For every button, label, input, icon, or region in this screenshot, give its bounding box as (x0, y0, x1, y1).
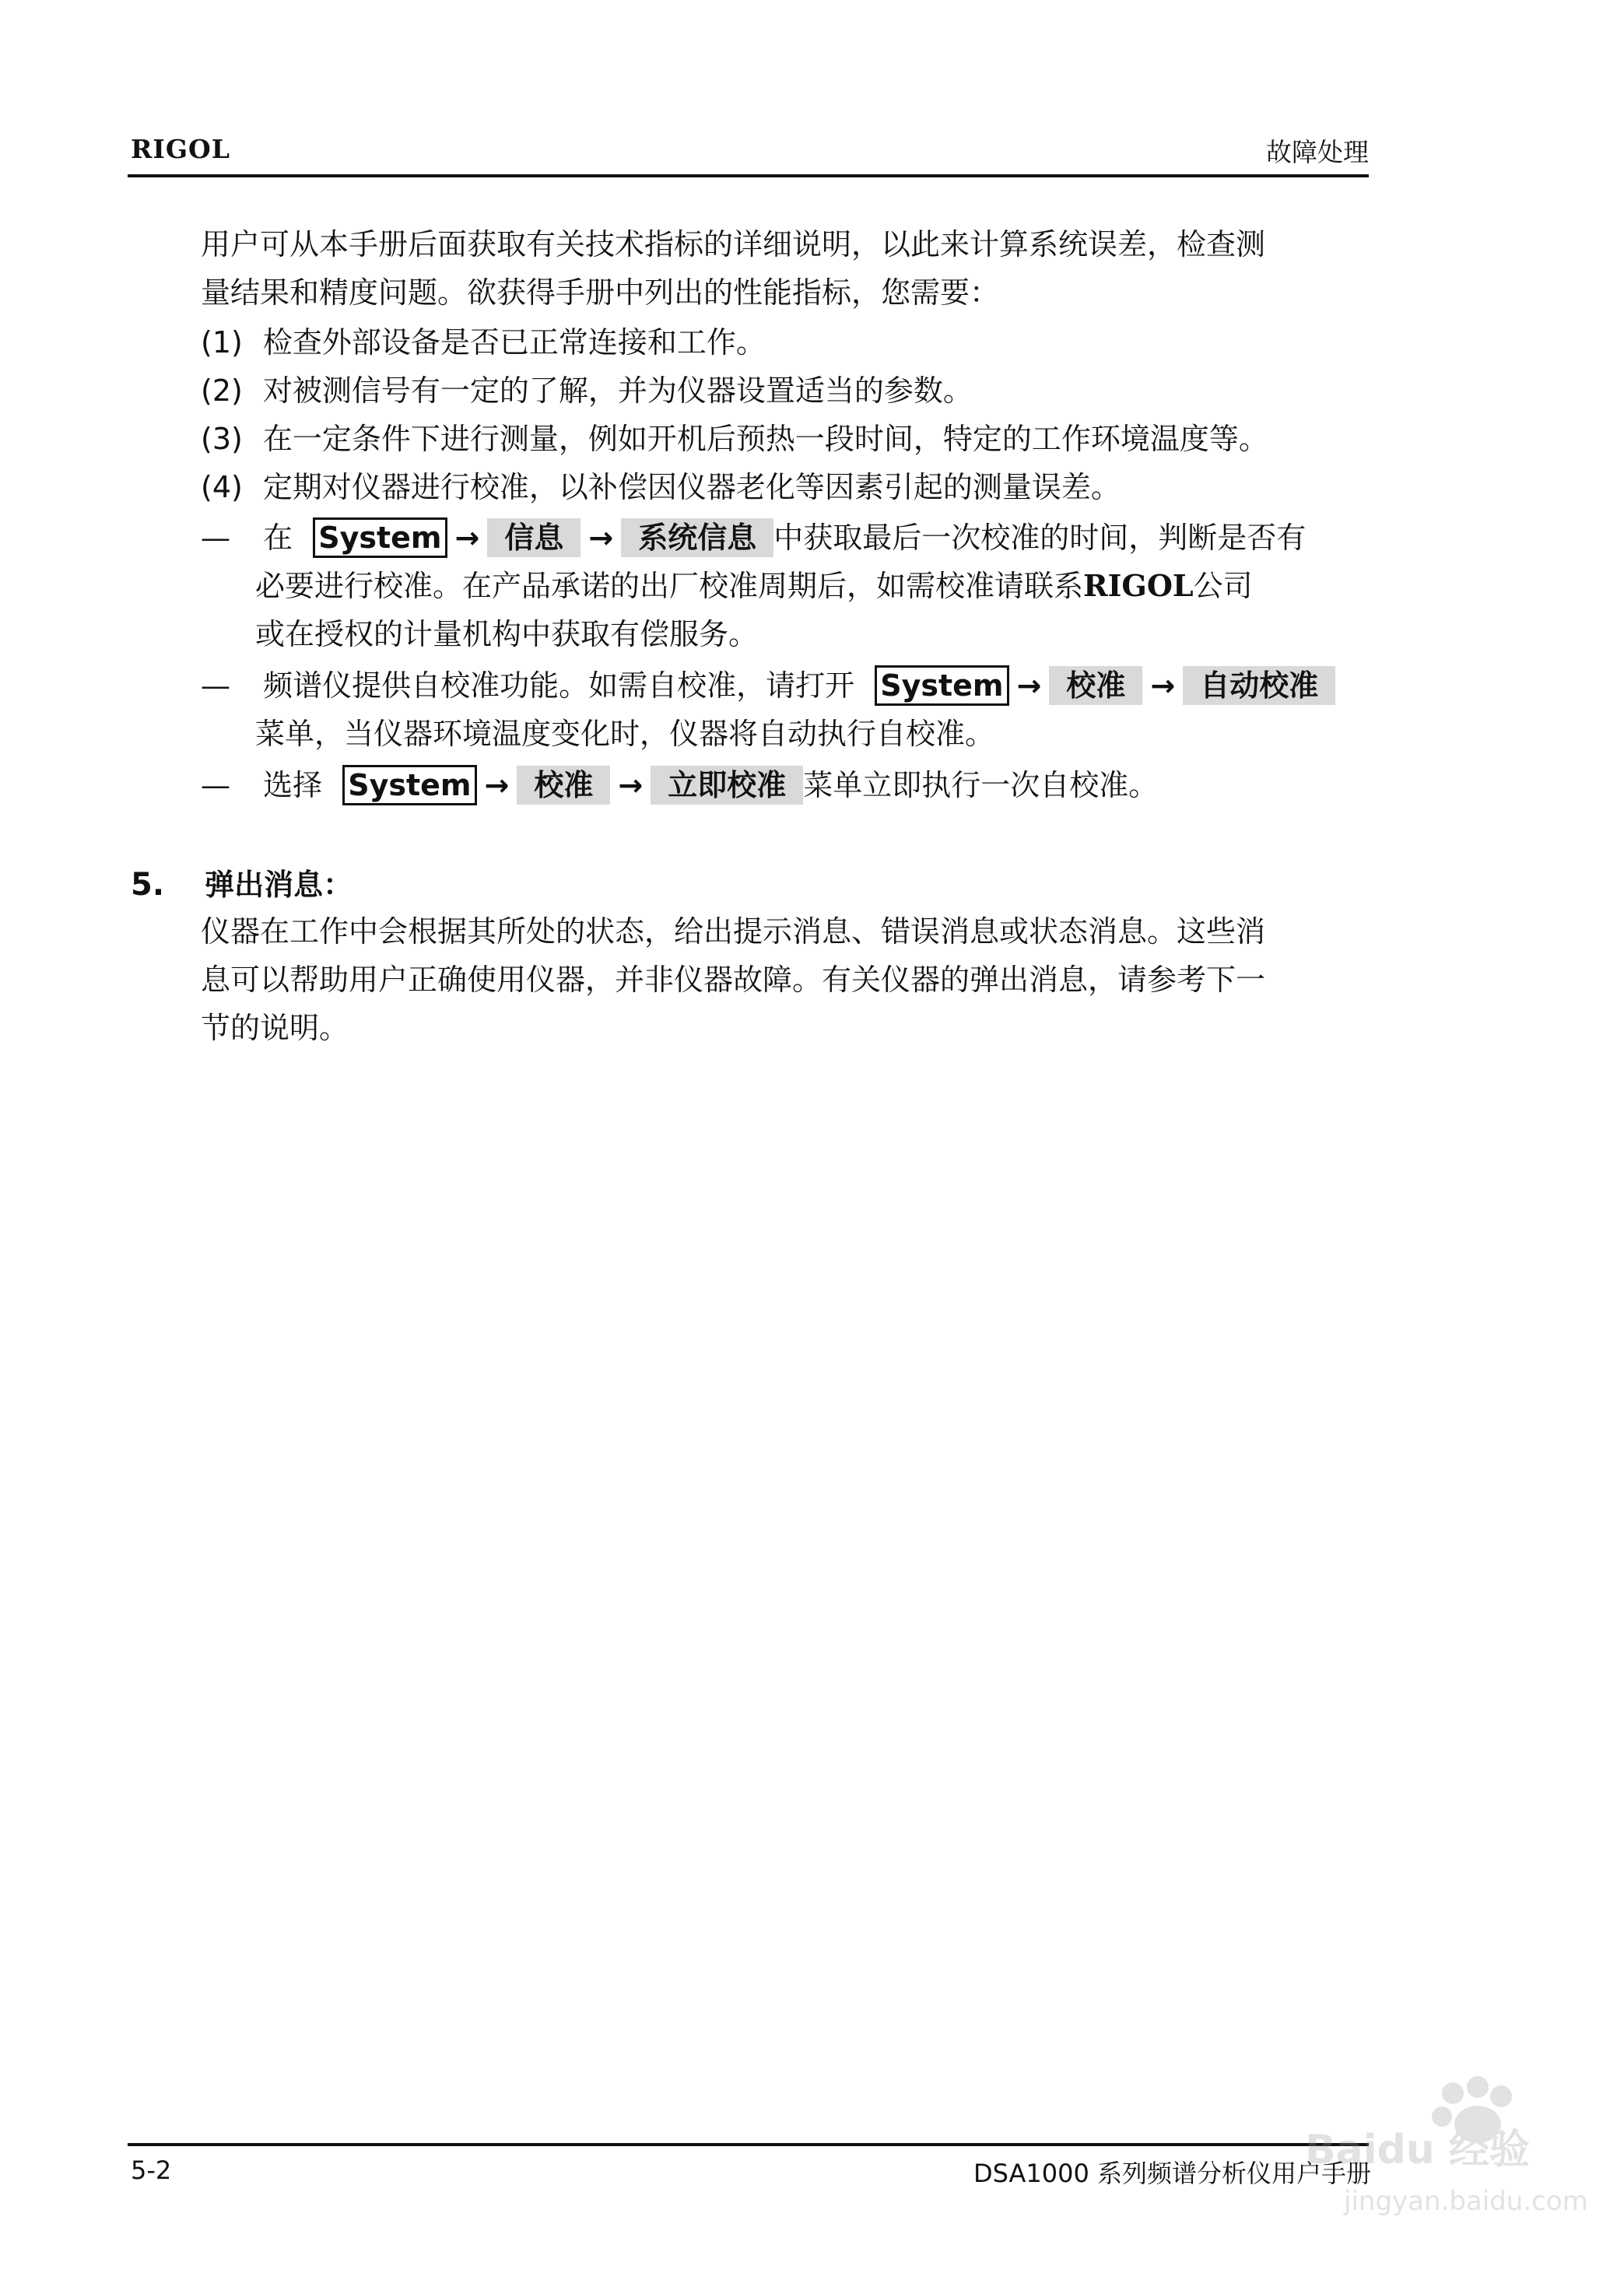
watermark-url: jingyan.baidu.com (1344, 2186, 1588, 2217)
list-item (201, 463, 1121, 511)
section-line-2: 息可以帮助用户正确使用仪器，并非仪器故障。有关仪器的弹出消息，请参考下一 (201, 963, 1266, 997)
paw-icon (1297, 2070, 1588, 2226)
bullet-text: 选择 (263, 768, 323, 802)
bullet-continuation (255, 562, 1253, 610)
menu-auto-calibrate: 自动校准 (1183, 666, 1335, 705)
list-item-text: 在一定条件下进行测量，例如开机后预热一段时间，特定的工作环境温度等。 (262, 422, 1268, 456)
bullet-auto-calibration (201, 661, 1335, 710)
list-item-number: (2) (201, 374, 243, 408)
system-key: System (313, 517, 447, 558)
bullet-continuation: 或在授权的计量机构中获取有偿服务。 (255, 617, 759, 651)
bullet-calibrate-now (201, 761, 1158, 809)
inline-brand: RIGOL (1083, 568, 1194, 603)
manual-title: DSA1000 系列频谱分析仪用户手册 (973, 2159, 1371, 2188)
bullet-text: 必要进行校准。在产品承诺的出厂校准周期后，如需校准请联系 (255, 569, 1084, 603)
header-section-title: 故障处理 (1266, 137, 1369, 167)
header-brand: RIGOL (131, 134, 230, 164)
watermark-text: Baidu 经验 (1305, 2127, 1530, 2173)
section-line-1: 仪器在工作中会根据其所处的状态，给出提示消息、错误消息或状态消息。这些消 (201, 914, 1266, 949)
arrow-icon: → (454, 521, 480, 555)
dash-marker: — (201, 668, 230, 703)
list-item-text: 检查外部设备是否已正常连接和工作。 (262, 325, 766, 360)
bullet-text: 中获取最后一次校准的时间，判断是否有 (773, 521, 1307, 555)
system-key: System (875, 665, 1008, 706)
section-heading (131, 861, 353, 909)
header-rule (128, 174, 1369, 177)
intro-line-2: 量结果和精度问题。欲获得手册中列出的性能指标，您需要： (201, 275, 1000, 310)
list-item (201, 415, 1268, 463)
section-line-3: 节的说明。 (201, 1011, 349, 1045)
section-number: 5. (131, 867, 165, 903)
list-item (201, 318, 766, 367)
arrow-icon: → (1150, 668, 1176, 703)
dash-marker: — (201, 521, 230, 555)
list-item-text: 对被测信号有一定的了解，并为仪器设置适当的参数。 (262, 374, 973, 408)
list-item (201, 367, 973, 415)
section-title: 弹出消息： (205, 867, 353, 902)
arrow-icon: → (618, 768, 644, 802)
arrow-icon: → (588, 521, 614, 555)
menu-system-info: 系统信息 (621, 518, 773, 557)
menu-info: 信息 (487, 518, 581, 557)
menu-calibrate: 校准 (517, 766, 610, 805)
arrow-icon: → (1016, 668, 1042, 703)
bullet-text: 公司 (1193, 569, 1253, 603)
list-item-number: (1) (201, 325, 243, 360)
bullet-text: 在 (263, 521, 293, 555)
list-item-number: (3) (201, 422, 243, 456)
list-item-number: (4) (201, 470, 243, 504)
menu-calibrate-now: 立即校准 (651, 766, 803, 805)
menu-calibrate: 校准 (1049, 666, 1142, 705)
list-item-text: 定期对仪器进行校准，以补偿因仪器老化等因素引起的测量误差。 (262, 470, 1121, 504)
bullet-text: 菜单立即执行一次自校准。 (803, 768, 1159, 802)
watermark-logo (1297, 2070, 1588, 2226)
bullet-calibration-info (201, 514, 1306, 562)
bullet-text: 频谱仪提供自校准功能。如需自校准，请打开 (263, 668, 855, 703)
system-key: System (342, 765, 476, 805)
footer-rule (128, 2143, 1369, 2146)
intro-line-1: 用户可从本手册后面获取有关技术指标的详细说明，以此来计算系统误差，检查测 (201, 227, 1266, 261)
bullet-continuation: 菜单，当仪器环境温度变化时，仪器将自动执行自校准。 (255, 717, 995, 751)
arrow-icon: → (484, 768, 510, 802)
page-number: 5-2 (131, 2155, 172, 2185)
dash-marker: — (201, 768, 230, 802)
